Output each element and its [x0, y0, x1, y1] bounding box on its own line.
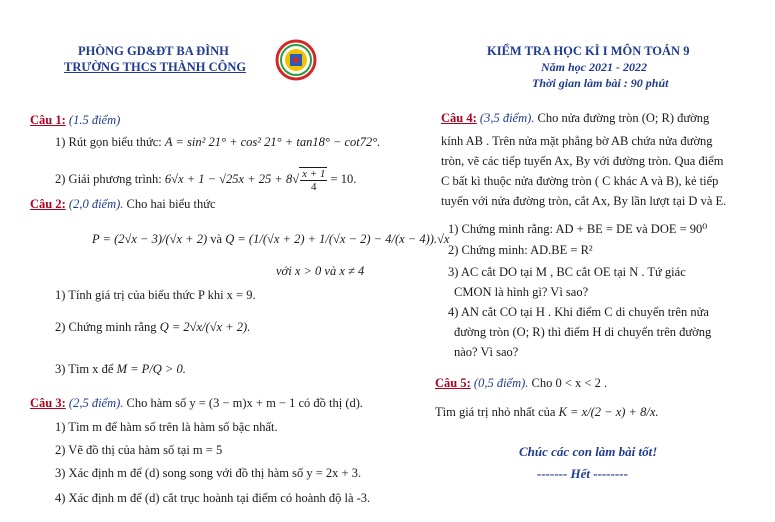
q4-part4-line: đường tròn (O; R) thì điểm H di chuyển trên đường [454, 325, 712, 339]
school-logo-icon [270, 38, 322, 82]
q1-heading: Câu 1: (1.5 điểm) [30, 113, 121, 127]
q4-intro-line: tuyến với nửa đường tròn, cắt Ax, By lần lượt tại D và E. [441, 194, 727, 208]
q1-part2: 2) Giải phương trình: 6√x + 1 − √25x + 25 + 8√ $\frac{x + 1}{4}$ = 10. [55, 168, 357, 193]
q4-intro-line: tròn, vẽ các tiếp tuyến Ax, By với đường tròn. Qua điểm [441, 154, 724, 168]
exam-title: KIỂM TRA HỌC KÌ I MÔN TOÁN 9 [487, 44, 690, 58]
q4-intro-line: kính AB . Trên nửa mặt phẳng bờ AB chứa nửa đường [441, 134, 713, 148]
q5-heading: Câu 5: (0,5 điểm). Cho 0 < x < 2 . [435, 376, 608, 390]
department-name: PHÒNG GD&ĐT BA ĐÌNH [78, 44, 229, 58]
q2-part1: 1) Tính giá trị của biểu thức P khi x = 9. [55, 288, 256, 302]
q4-part4-line: nào? Vì sao? [454, 345, 519, 359]
school-year: Năm học 2021 - 2022 [541, 60, 647, 74]
q3-part4: 4) Xác định m để (d) cắt trục hoành tại điểm có hoành độ là -3. [55, 491, 371, 505]
q2-expressions: P = (2√x − 3)/(√x + 2) và Q = (1/(√x + 2) + 1/(√x − 2) − 4/(x − 4)).√x [92, 232, 450, 246]
exam-time: Thời gian làm bài : 90 phút [532, 76, 669, 90]
school-name: TRƯỜNG THCS THÀNH CÔNG [64, 60, 247, 74]
q3-heading: Câu 3: (2,5 điểm). Cho hàm số y = (3 − m)x + m − 1 có đồ thị (d). [30, 396, 364, 410]
q5-task: Tìm giá trị nhỏ nhất của K = x/(2 − x) + 8/x. [435, 405, 659, 419]
q3-part2: 2) Vẽ đồ thị của hàm số tại m = 5 [55, 443, 223, 457]
q4-intro-line: C bất kì thuộc nửa đường tròn ( C khác A và B), kẻ tiếp [441, 174, 719, 188]
q4-part4-line: 4) AN cắt CO tại H . Khi điểm C di chuyển trên nửa [448, 305, 709, 319]
closing-wish: Chúc các con làm bài tốt! [519, 444, 658, 459]
q4-part3-line: CMON là hình gì? Vì sao? [454, 285, 589, 299]
school-logo [270, 38, 322, 82]
q4-heading: Câu 4: (3,5 điểm). Cho nửa đường tròn (O; R) đường [441, 111, 710, 125]
q2-condition: với x > 0 và x ≠ 4 [276, 264, 365, 278]
q3-part1: 1) Tìm m để hàm số trên là hàm số bậc nhất. [55, 420, 278, 434]
q2-heading: Câu 2: (2,0 điểm). Cho hai biểu thức [30, 197, 216, 211]
q3-part3: 3) Xác định m để (d) song song với đồ thị hàm số y = 2x + 3. [55, 466, 362, 480]
q2-part3: 3) Tìm x để M = P/Q > 0. [55, 362, 186, 376]
q2-part2: 2) Chứng minh rằng Q = 2√x/(√x + 2). [55, 320, 251, 334]
q4-part3-line: 3) AC cắt DO tại M , BC cắt OE tại N . Tứ giác [448, 265, 686, 279]
q4-part1: 1) Chứng minh rằng: AD + BE = DE và DOE = 90⁰ [448, 222, 708, 236]
q1-part1: 1) Rút gọn biểu thức: A = sin² 21° + cos² 21° + tan18° − cot72°. [55, 135, 381, 149]
closing-end: ------- Hết -------- [537, 466, 628, 481]
q4-part2: 2) Chứng minh: AD.BE = R² [448, 243, 593, 257]
